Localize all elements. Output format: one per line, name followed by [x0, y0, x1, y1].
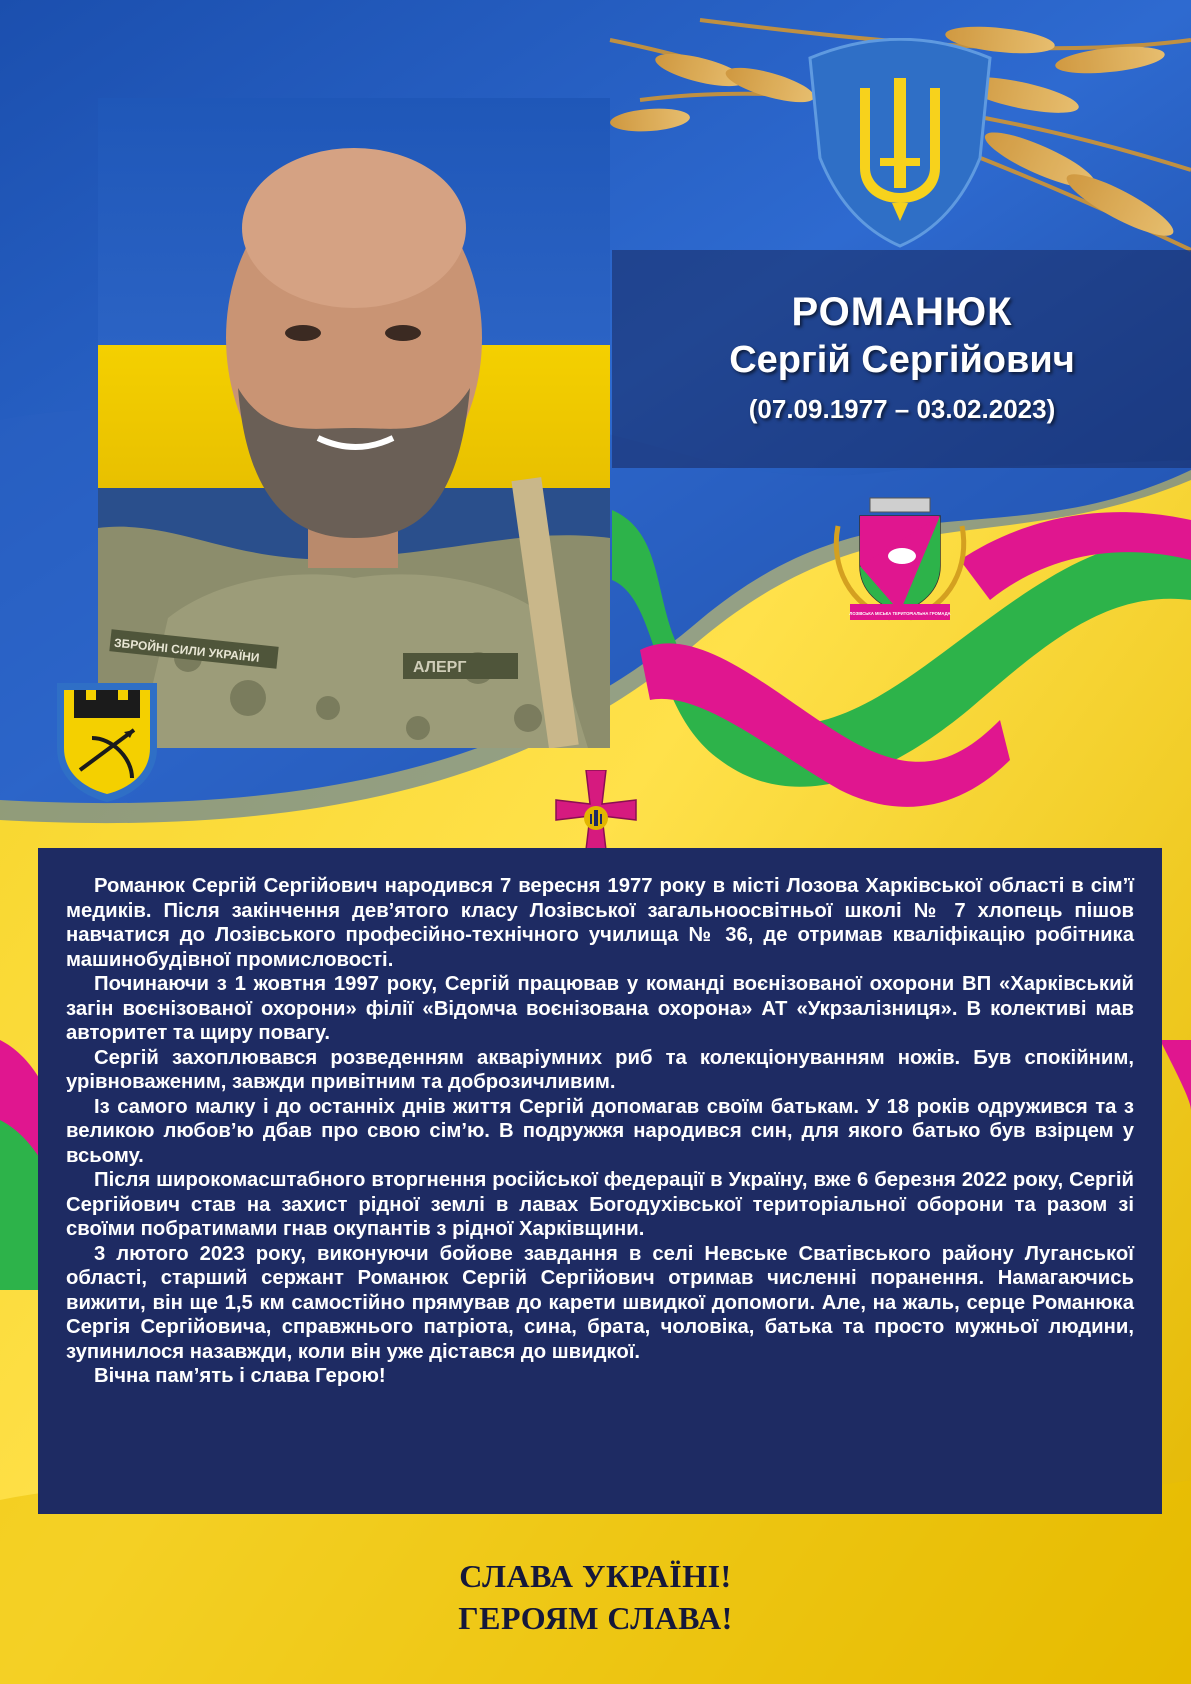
hero-name-block: [612, 250, 1191, 468]
biography-paragraph: Із самого малку і до останніх днів життя Сергій допомагав своїм батькам. У 18 років одружився та з великою любов’ю дбав про свою сім’ю. В подружжя народився син, для якого батько був взірцем у всьому.: [66, 1095, 1134, 1167]
biography-paragraph: Вічна пам’ять і слава Герою!: [94, 1365, 386, 1387]
slogan-line-1: СЛАВА УКРАЇНІ!: [459, 1558, 732, 1594]
brigade-shield-icon: [52, 678, 162, 804]
name-tape: АЛЕРГ: [413, 659, 467, 676]
biography-panel: [38, 848, 1162, 1514]
city-coat-of-arms-icon: [830, 486, 970, 626]
hero-given-names: Сергій Сергійович: [729, 339, 1075, 381]
biography-paragraph: 3 лютого 2023 року, виконуючи бойове завдання в селі Невське Сватівського району Луганської області, старший сержант Романюк Сергій Сергійович отримав численні поранення. Намагаючись вижити, він ще 1,5 км самостійно прямував до карети швидкої допомоги. Але, на жаль, серце Романюка Сергія Сергійовича, справжнього патріота, сина, брата, чоловіка, батька та просто мужньої людини, зупинилося назавжди, коли він уже дістався до швидкої.: [66, 1242, 1134, 1363]
city-ribbon-text: ЛОЗІВСЬКА МІСЬКА ТЕРИТОРІАЛЬНА ГРОМАДА: [849, 611, 951, 616]
slogan-line-2: ГЕРОЯМ СЛАВА!: [458, 1600, 733, 1636]
trident-shield-icon: [800, 38, 1000, 248]
hero-portrait-photo: [98, 98, 610, 748]
biography-paragraph: Після широкомасштабного вторгнення російської федерації в Україну, вже 6 березня 2022 року, Сергій Сергійович став на захист рідної землі в лавах Богодухівської територіальної оборони та разом зі своїми побратимами гнав окупантів з рідної Харківщини.: [66, 1169, 1134, 1240]
hero-life-dates: (07.09.1977 – 03.02.2023): [748, 394, 1056, 424]
portrait-illustration: [98, 98, 610, 748]
biography-text: [66, 874, 1134, 1389]
biography-paragraph: Романюк Сергій Сергійович народився 7 вересня 1977 року в місті Лозова Харківської області в сім’ї медиків. Після закінчення дев’ятого класу Лозівської загальноосвітньої школі № 7 хлопець пішов навчатися до Лозівського професійно-технічного училища № 36, де отримав кваліфікацію робітника машинобудівної промисловості.: [66, 875, 1134, 971]
hero-surname: РОМАНЮК: [791, 290, 1013, 334]
uniform-tape: ЗБРОЙНІ СИЛИ УКРАЇНИ: [113, 635, 261, 665]
biography-paragraph: Починаючи з 1 жовтня 1997 року, Сергій працював у команді воєнізованої охорони ВП «Харківський загін воєнізованої охорони» філії «Відомча воєнізована охорона» АТ «Укрзалізниця». В колективі мав авторитет та щиру повагу.: [66, 973, 1134, 1044]
biography-paragraph: Сергій захоплювався розведенням акваріумних риб та колекціонуванням ножів. Був спокійним, урівноваженим, завжди привітним та доброзичливим.: [66, 1046, 1134, 1093]
